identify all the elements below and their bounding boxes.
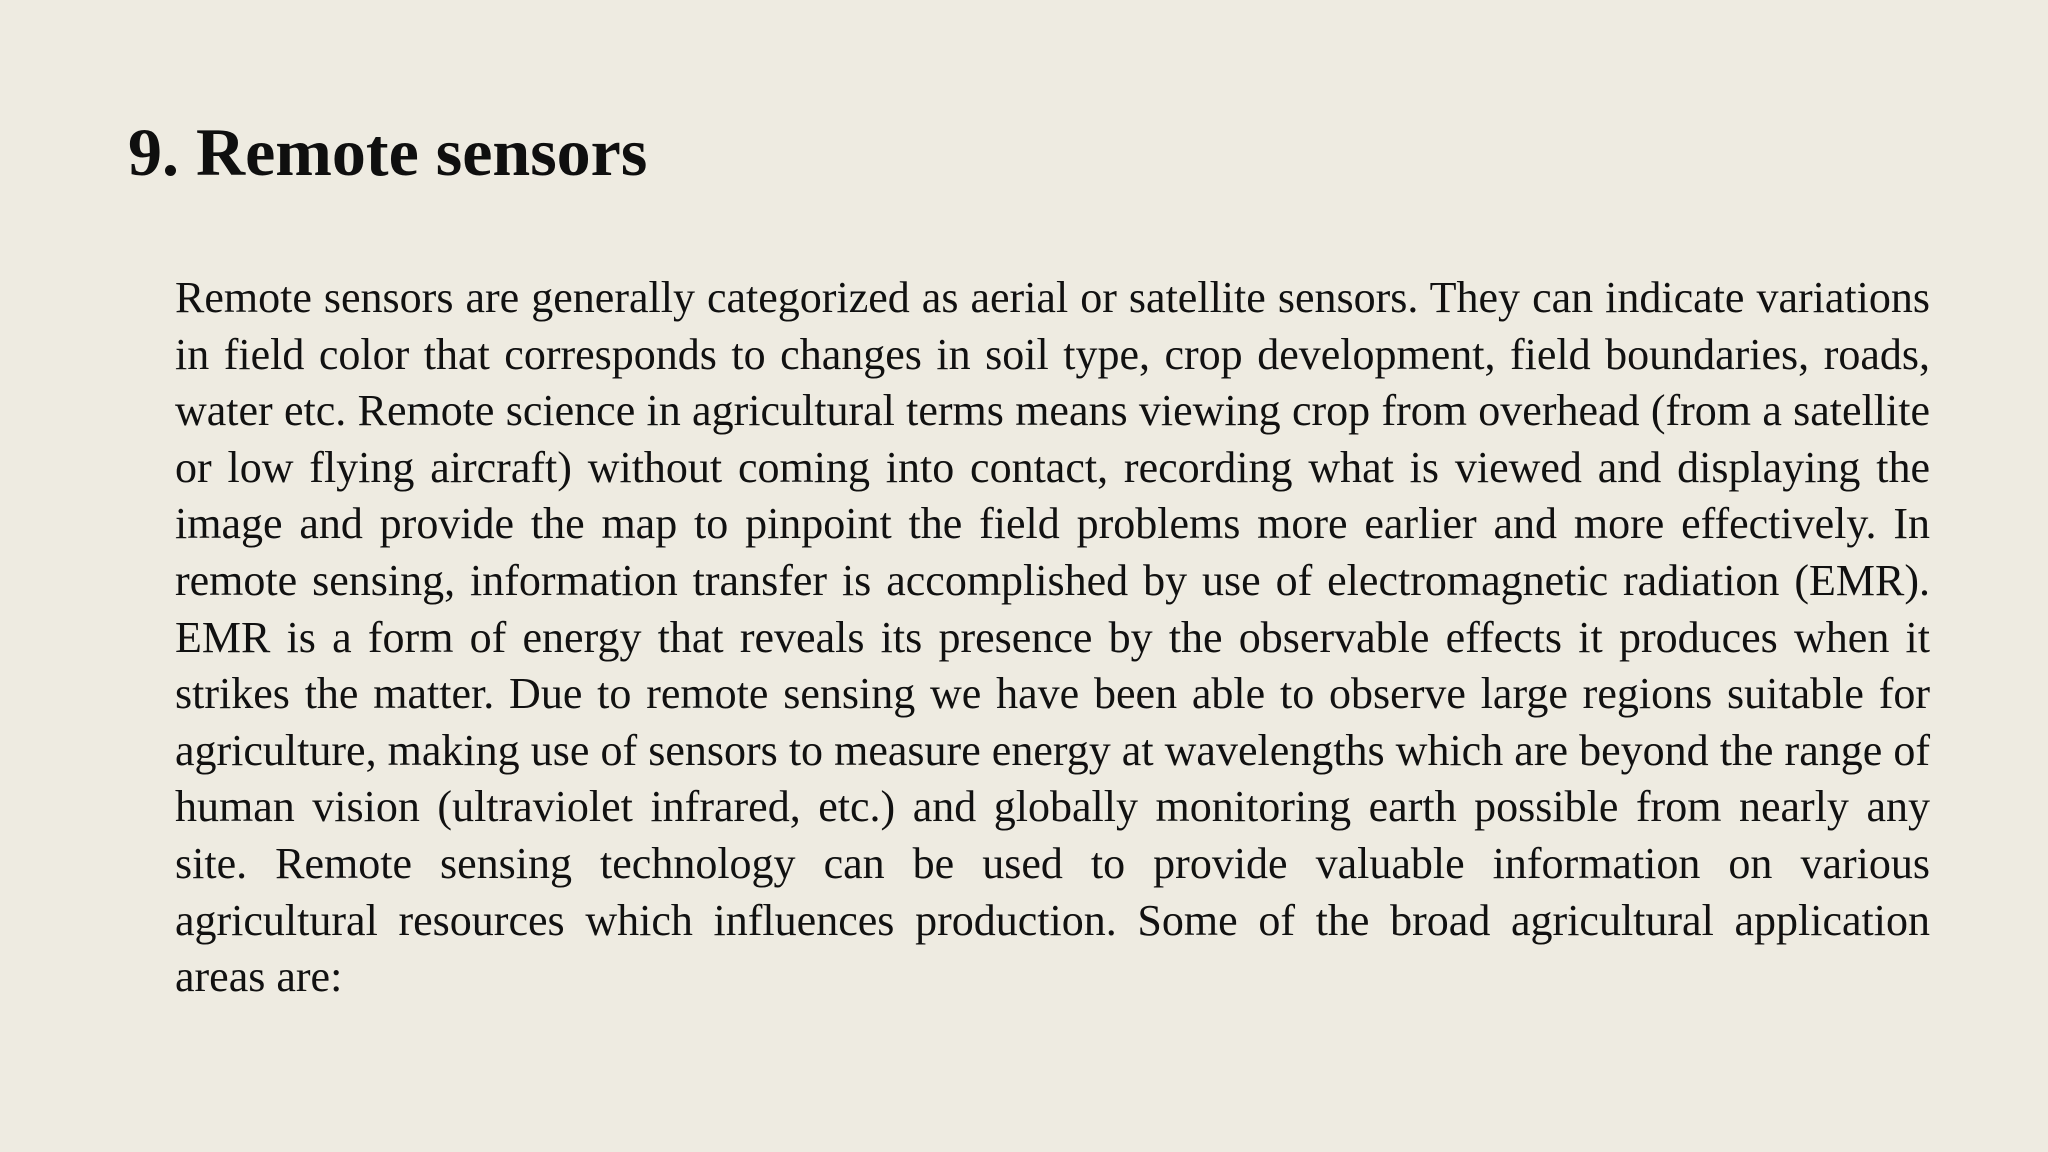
slide-title: 9. Remote sensors (128, 114, 648, 190)
body-paragraph: Remote sensors are generally categorized as aerial or satellite sensors. They can indicate variations in field color that corresponds to changes in soil type, crop development, field boundaries, roads, water etc. Remote science in agricultural terms means viewing crop from overhead (from a satellite or low flying aircraft) without coming into contact, recording what is viewed and displaying the image and provide the map to pinpoint the field problems more earlier and more effectively. In remote sensing, information transfer is accomplished by use of electromagnetic radiation (EMR). EMR is a form of energy that reveals its presence by the observable effects it produces when it strikes the matter. Due to remote sensing we have been able to observe large regions suitable for agriculture, making use of sensors to measure energy at wavelengths which are beyond the range of human vision (ultraviolet infrared, etc.) and globally monitoring earth possible from nearly any site. Remote sensing technology can be used to provide valuable information on various agricultural resources which influences production. Some of the broad agricultural application areas are: (175, 273, 1930, 1002)
